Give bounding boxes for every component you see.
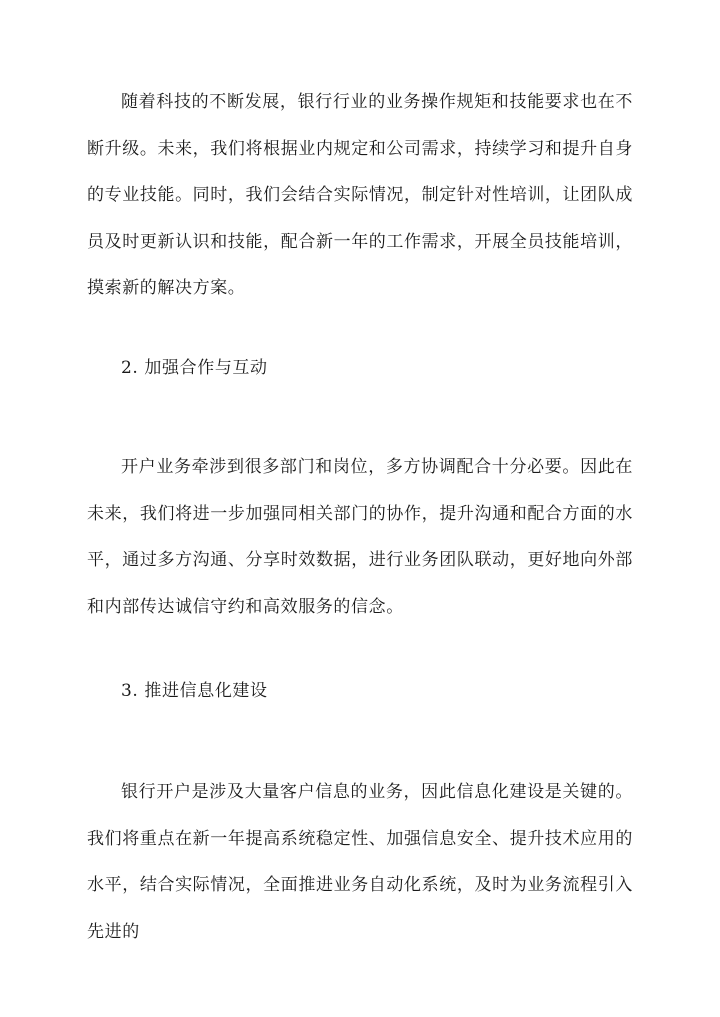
paragraph-informatization: 银行开户是涉及大量客户信息的业务，因此信息化建设是关键的。我们将重点在新一年提高系统稳定性、加强信息安全、提升技术应用的水平，结合实际情况，全面推进业务自动化系统，及时为业务流程引入先进的 [87, 782, 633, 942]
paragraph-tech-development: 随着科技的不断发展，银行行业的业务操作规矩和技能要求也在不断升级。未来，我们将根据业内规定和公司需求，持续学习和提升自身的专业技能。同时，我们会结合实际情况，制定针对性培训，让团队成员及时更新认识和技能，配合新一年的工作需求，开展全员技能培训，摸索新的解决方案。 [87, 92, 633, 298]
section-heading-informatization: 3. 推进信息化建设 [121, 681, 268, 701]
section-heading-cooperation: 2. 加强合作与互动 [121, 358, 268, 378]
paragraph-cooperation: 开户业务牵涉到很多部门和岗位，多方协调配合十分必要。因此在未来，我们将进一步加强同相关部门的协作，提升沟通和配合方面的水平，通过多方沟通、分享时效数据，进行业务团队联动，更好地向外部和内部传达诚信守约和高效服务的信念。 [87, 457, 633, 617]
